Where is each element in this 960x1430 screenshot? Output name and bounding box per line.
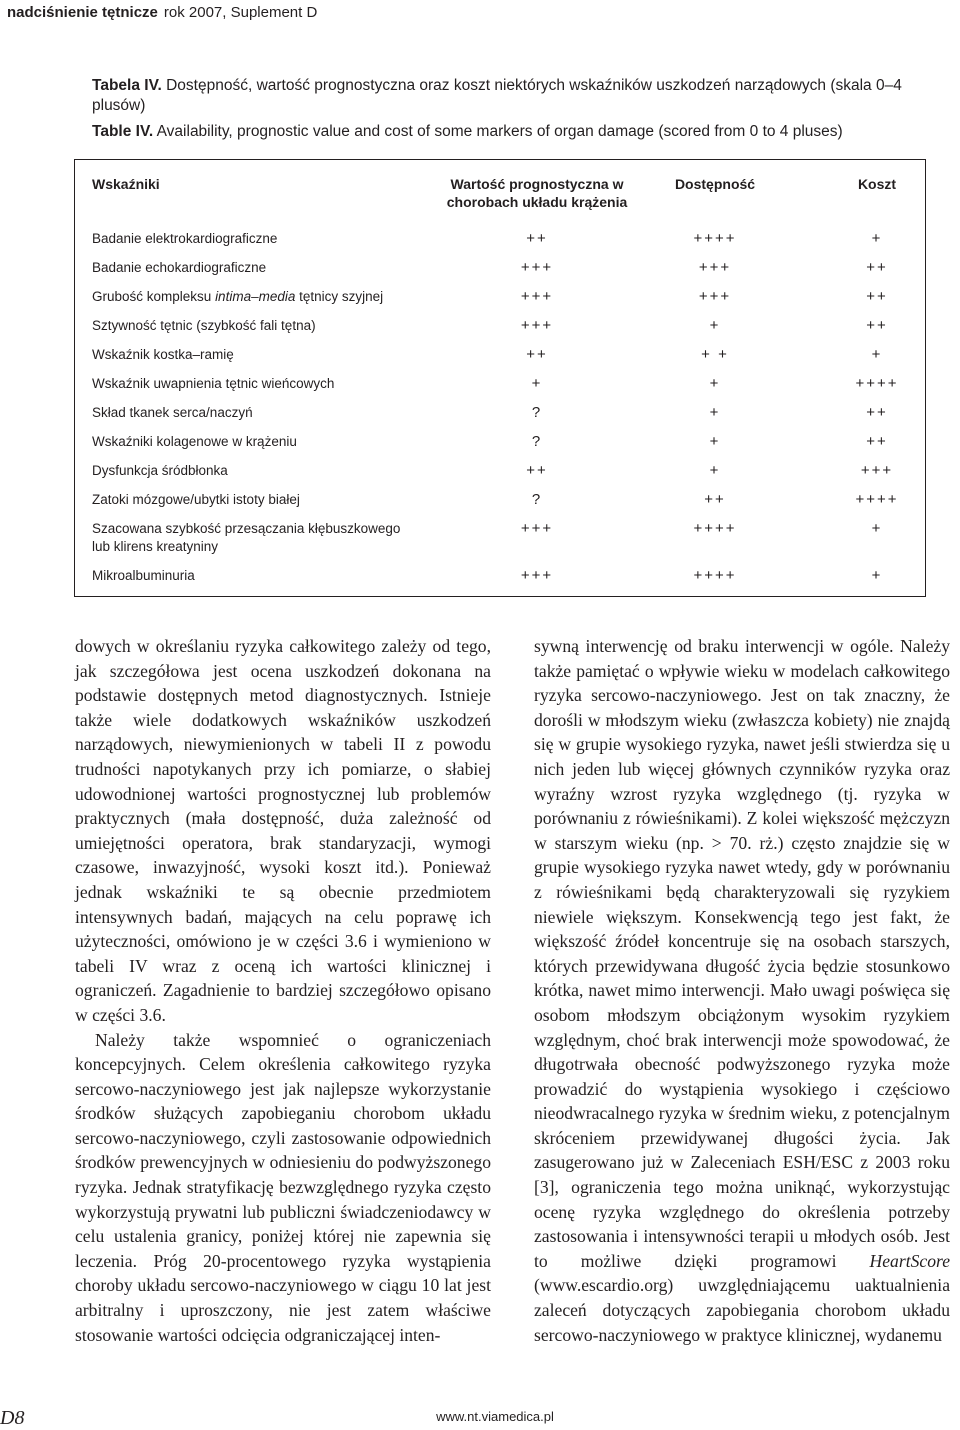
journal-issue: rok 2007, Suplement D [163, 4, 318, 21]
markers-table [74, 159, 926, 597]
row-prognostic: ++ [526, 462, 548, 479]
row-availability: +++ [698, 288, 732, 305]
caption-english [92, 122, 912, 142]
caption-english-text: Availability, prognostic value and cost of some markers of organ damage (scored from 0 to 4 pluses) [156, 123, 843, 140]
table-row [75, 491, 927, 515]
row-availability: ++ [704, 491, 726, 508]
table-row [75, 433, 927, 457]
table-row [75, 375, 927, 399]
row-prognostic: +++ [520, 288, 554, 305]
row-marker-name: Skład tkanek serca/naczyń [92, 405, 253, 420]
header-prognostic-value: Wartość prognostyczna w chorobach układu krążenia [446, 176, 628, 210]
paragraph-text: sywną interwencję od braku interwencji w ogóle. Należy także pamiętać o wpływie wieku w modelach całkowitego ryzyka sercowo-naczyniowego. Jest on tak znaczny, że dorośli w młodszym wieku (zwłaszcza kobiety) nie znajdą się w grupie wysokiego ryzyka, nawet jeśli stwierdza się u nich jeden lub więcej głównych czynników ryzyka oraz wyraźny wzrost ryzyka względnego (tj. ryzyka w porównaniu z rówieśnikami). Z kolei większość mężczyzn w starszym wieku (np. > 70. rż.) często znajdzie się w grupie wysokiego ryzyka nawet wtedy, gdy w porównaniu z rówieśnikami będą charakteryzowali się ryzykiem niewiele większym. Konsekwencją tego jest fakt, że większość źródeł koncentruje się na osobach starszych, których przewidywana długość życia będzie stosunkowo krótka, nawet mimo interwencji. Mało uwagi poświęca się osobom młodszym obciążonym wysokim ryzykiem względnym, choć brak interwencji może spowodować, że długotrwała obecność podwyższonego ryzyka może prowadzić do wystąpienia wysokiego i częściowo nieodwracalnego ryzyka w średnim wieku, z potencjalnym skróceniem przewidywanej długości życia. Jak zasugerowano już w Zaleceniach ESH/ESC z 2003 roku [3], ograniczenia tego można uniknąć, wykorzystując ocenę ryzyka względnego do określenia potrzeby zastosowania i intensywności terapii u młodych osób. Jest to możliwe dzięki programowi [534, 636, 950, 1271]
caption-polish-text: Dostępność, wartość prognostyczna oraz koszt niektórych wskaźników uszkodzeń narządowych (skala 0–4 plusów) [92, 77, 902, 114]
row-marker-name-start: Grubość kompleksu [92, 289, 216, 304]
row-prognostic: +++ [520, 567, 554, 584]
row-cost: +++ [860, 462, 894, 479]
table-row [75, 346, 927, 370]
table-row [75, 317, 927, 341]
row-availability: + [709, 317, 721, 334]
caption-polish [92, 76, 912, 116]
row-marker-name-italic: intima–media [215, 289, 296, 304]
row-cost: + [871, 520, 883, 537]
table-row [75, 259, 927, 283]
row-availability: + [709, 375, 721, 392]
row-cost: ++++ [855, 375, 899, 392]
row-prognostic: ++ [526, 230, 548, 247]
paragraph: Należy także wspomnieć o ograniczeniach koncepcyjnych. Celem określenia całkowitego ryzyka sercowo-naczyniowego jest jak najlepsze wykorzystanie środków służących zapobieganiu chorobom układu sercowo-naczyniowego, czyli zastosowanie odpowiednich środków prewencyjnych w odniesieniu do podwyższonego ryzyka. Jednak stratyfikację bezwzględnego ryzyka często wykorzystują prywatni lub publiczni świadczeniodawcy w celu ustalenia granicy, poniżej której nie zapewnia się leczenia. Próg 20-procentowego ryzyka wystąpienia choroby układu sercowo-naczyniowego w ciągu 10 lat jest arbitralny i uproszczony, nie jest zatem właściwe stosowanie wartości odcięcia odgraniczającej inten- [75, 1029, 491, 1345]
row-prognostic: +++ [520, 520, 554, 537]
row-marker-name: Badanie elektrokardiograficzne [92, 231, 278, 246]
row-marker-name [92, 288, 422, 306]
row-availability: + [709, 433, 721, 450]
paragraph-text-end: (www.escardio.org) uwzględniającemu uaktualnienia zaleceń dotyczących zapobiegania chorobom układu sercowo-naczyniowego w praktyce klinicznej, wydanemu [534, 1275, 950, 1345]
row-marker-name: Wskaźniki kolagenowe w krążeniu [92, 434, 297, 449]
row-availability: ++++ [693, 230, 737, 247]
row-prognostic: ? [531, 404, 543, 421]
caption-english-label: Table IV. [92, 123, 154, 140]
row-marker-name: Sztywność tętnic (szybkość fali tętna) [92, 318, 316, 333]
body-column-right [534, 634, 950, 1347]
row-cost: + [871, 230, 883, 247]
table-row [75, 404, 927, 428]
page-number: D8 [0, 1407, 25, 1429]
table-row [75, 567, 927, 591]
row-cost: + [871, 567, 883, 584]
row-prognostic: +++ [520, 317, 554, 334]
row-marker-name: Dysfunkcja śródbłonka [92, 463, 228, 478]
row-cost: ++ [866, 288, 888, 305]
running-head [0, 0, 960, 26]
row-marker-name: Mikroalbuminuria [92, 568, 195, 583]
footer-url: www.nt.viamedica.pl [436, 1409, 554, 1424]
row-prognostic: ? [531, 433, 543, 450]
header-markers: Wskaźniki [92, 176, 160, 192]
row-cost: ++ [866, 259, 888, 276]
row-cost: ++ [866, 317, 888, 334]
paragraph: dowych w określaniu ryzyka całkowitego zależy od tego, jak szczegółowa jest ocena uszkodzeń dokonana na podstawie dostępnych metod diagnostycznych. Istnieje także wiele dodatkowych wskaźników uszkodzeń narządowych, niewymienionych w tabeli II z powodu trudności napotykanych przy ich pomiarze, o słabiej udowodnionej wartości prognostycznej lub problemów praktycznych (mała dostępność, duża zależność od umiejętności operatora, brak standaryzacji, wymogi czasowe, inwazyjność, wysoki koszt itd.). Ponieważ jednak wskaźniki te są obecnie przedmiotem intensywnych badań, mających na celu poprawę ich użyteczności, omówiono je w części 3.6 i wymieniono w tabeli IV wraz z oceną ich wartości klinicznej i ograniczeń. Zagadnienie to bardziej szczegółowo opisano w części 3.6. [75, 636, 491, 1025]
paragraph [534, 634, 950, 1347]
row-cost: ++ [866, 433, 888, 450]
row-cost: ++ [866, 404, 888, 421]
row-prognostic: ? [531, 491, 543, 508]
row-marker-name: Wskaźnik kostka–ramię [92, 347, 234, 362]
table-row [75, 462, 927, 486]
row-availability: + + [701, 346, 729, 363]
row-marker-name: Wskaźnik uwapnienia tętnic wieńcowych [92, 376, 335, 391]
table-caption [92, 76, 912, 142]
table-row [75, 230, 927, 254]
row-availability: +++ [698, 259, 732, 276]
header-cost: Koszt [857, 176, 897, 192]
caption-polish-label: Tabela IV. [92, 77, 162, 94]
row-availability: ++++ [693, 520, 737, 537]
row-availability: + [709, 404, 721, 421]
row-cost: + [871, 346, 883, 363]
body-column-left [75, 634, 491, 1347]
row-prognostic: +++ [520, 259, 554, 276]
journal-title: nadciśnienie tętnicze [7, 4, 158, 21]
row-prognostic: + [531, 375, 543, 392]
table-row [75, 288, 927, 312]
row-availability: ++++ [693, 567, 737, 584]
row-marker-name-end: tętnicy szyjnej [295, 289, 384, 304]
heartscore-italic: HeartScore [869, 1250, 950, 1271]
header-availability: Dostępność [674, 176, 756, 192]
row-cost: ++++ [855, 491, 899, 508]
row-availability: + [709, 462, 721, 479]
row-marker-name: Szacowana szybkość przesączania kłębuszkowego lub klirens kreatyniny [92, 521, 401, 554]
table-row [75, 520, 927, 560]
row-prognostic: ++ [526, 346, 548, 363]
row-marker-name: Badanie echokardiograficzne [92, 260, 267, 275]
row-marker-name: Zatoki mózgowe/ubytki istoty białej [92, 492, 300, 507]
